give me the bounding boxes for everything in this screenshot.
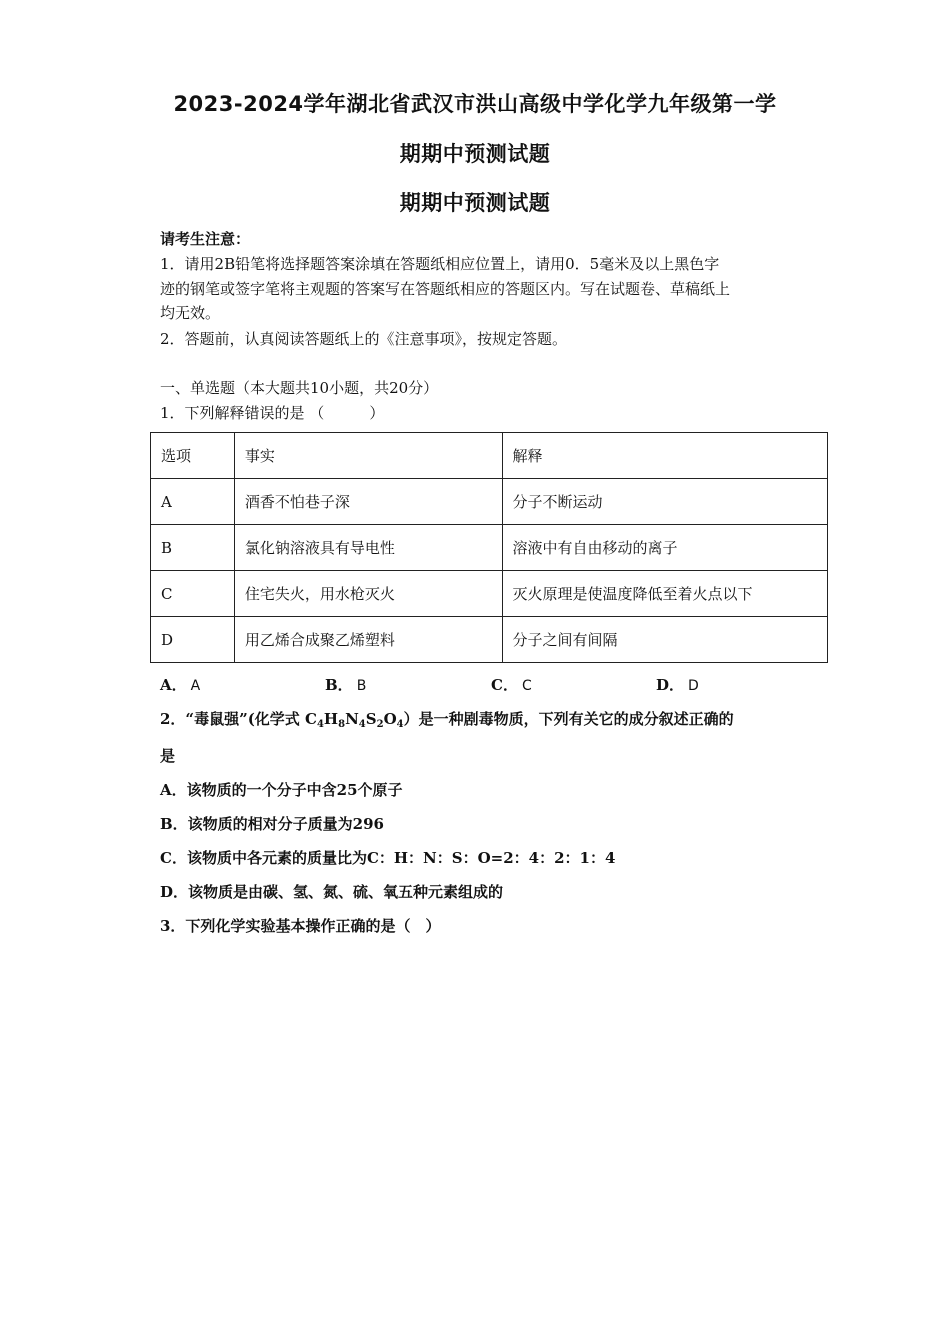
table-cell: B bbox=[151, 525, 235, 571]
table-row bbox=[151, 479, 828, 525]
question-1-stem: 1．下列解释错误的是 （ ） bbox=[160, 404, 385, 422]
table-header-cell: 解释 bbox=[502, 433, 828, 479]
formula-subscript: 2 bbox=[376, 719, 384, 730]
notice-heading: 请考生注意： bbox=[160, 230, 251, 248]
option-value: D bbox=[688, 678, 699, 694]
exam-title-line-2: 期期中预测试题 bbox=[399, 142, 551, 166]
stem-text: ）是一种剧毒物质，下列有关它的成分叙述正确的 bbox=[403, 710, 734, 728]
table-row bbox=[151, 525, 828, 571]
option-value: A bbox=[190, 678, 201, 694]
notice-item-1-line-1: 1．请用2B铅笔将选择题答案涂填在答题纸相应位置上，请用0．5毫米及以上黑色字 bbox=[160, 255, 720, 273]
table-cell: D bbox=[151, 617, 235, 663]
table-cell: 灭火原理是使温度降低至着火点以下 bbox=[502, 571, 828, 617]
question-1-option-d[interactable] bbox=[656, 674, 699, 695]
formula-element: O bbox=[383, 710, 397, 728]
question-1-options bbox=[160, 674, 840, 696]
table-header-cell: 选项 bbox=[151, 433, 235, 479]
table-cell: 用乙烯合成聚乙烯塑料 bbox=[234, 617, 502, 663]
table-cell: 分子之间有间隔 bbox=[502, 617, 828, 663]
question-2-option-c[interactable]: C．该物质中各元素的质量比为C：H：N：S：O=2：4：2：1：4 bbox=[160, 849, 616, 867]
table-cell: C bbox=[151, 571, 235, 617]
option-value: B bbox=[356, 678, 367, 694]
question-2-option-b[interactable]: B．该物质的相对分子质量为296 bbox=[160, 815, 384, 833]
notice-item-1-line-3: 均无效。 bbox=[160, 304, 221, 322]
question-1-option-a[interactable] bbox=[160, 674, 200, 695]
formula-element: H bbox=[323, 710, 339, 728]
table-cell: 分子不断运动 bbox=[502, 479, 828, 525]
formula-subscript: 4 bbox=[316, 719, 324, 730]
option-letter: A． bbox=[160, 676, 187, 694]
table-header-cell: 事实 bbox=[234, 433, 502, 479]
question-2-option-d[interactable]: D．该物质是由碳、氢、氮、硫、氧五种元素组成的 bbox=[160, 883, 504, 901]
notice-item-1-line-2: 迹的钢笔或签字笔将主观题的答案写在答题纸相应的答题区内。写在试题卷、草稿纸上 bbox=[160, 280, 731, 298]
formula-element: N bbox=[345, 710, 359, 728]
table-cell: 住宅失火，用水枪灭火 bbox=[234, 571, 502, 617]
option-value: C bbox=[521, 678, 532, 694]
question-1-table bbox=[150, 432, 828, 663]
formula-subscript: 8 bbox=[338, 719, 346, 730]
formula-subscript: 4 bbox=[396, 719, 404, 730]
table-cell: 酒香不怕巷子深 bbox=[234, 479, 502, 525]
table-row bbox=[151, 617, 828, 663]
option-letter: C． bbox=[491, 676, 518, 694]
table-header-row bbox=[151, 433, 828, 479]
table-cell: 氯化钠溶液具有导电性 bbox=[234, 525, 502, 571]
stem-text: 2．“毒鼠强”(化学式 C bbox=[160, 710, 317, 728]
question-2-option-a[interactable]: A．该物质的一个分子中含25个原子 bbox=[160, 781, 403, 799]
question-2-stem bbox=[160, 708, 734, 730]
question-1-option-b[interactable] bbox=[325, 674, 366, 695]
table-cell: 溶液中有自由移动的离子 bbox=[502, 525, 828, 571]
table-cell: A bbox=[151, 479, 235, 525]
exam-title-line-3: 期期中预测试题 bbox=[399, 191, 551, 215]
option-letter: D． bbox=[656, 676, 685, 694]
question-2-stem-line-2: 是 bbox=[160, 747, 176, 765]
option-letter: B． bbox=[325, 676, 353, 694]
notice-item-2: 2．答题前，认真阅读答题纸上的《注意事项》，按规定答题。 bbox=[160, 330, 568, 348]
formula-element: S bbox=[365, 710, 377, 728]
question-1-option-c[interactable] bbox=[491, 674, 532, 695]
table-row bbox=[151, 571, 828, 617]
question-3-stem: 3．下列化学实验基本操作正确的是（ ） bbox=[160, 917, 441, 935]
section-1-heading: 一、单选题（本大题共10小题，共20分） bbox=[160, 379, 439, 397]
formula-subscript: 4 bbox=[358, 719, 366, 730]
exam-title-line-1: 2023-2024学年湖北省武汉市洪山高级中学化学九年级第一学 bbox=[173, 92, 777, 116]
